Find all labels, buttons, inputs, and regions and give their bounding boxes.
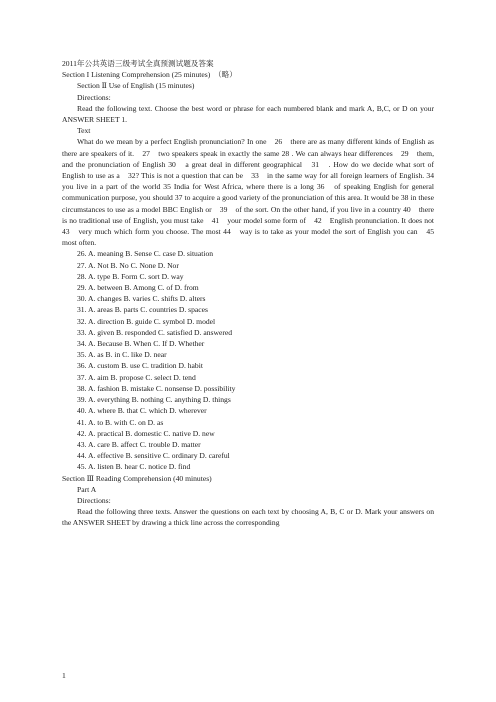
cloze-passage: What do we mean by a perfect English pronunciation? In one 26 there are as many different kinds of English as there are speakers of it. 27 two speakers speak in exactly the same 28 . We can always hear differences 29 them, and the pronunciation of English 30 a great deal in different geographical 31 . How do we decide what sort of English to use as a 32? This is not a question that can be 33 in the same way for all foreign learners of English. 34 you live in a part of the world 35 India for West Africa, where there is a long 36 of speaking English for general communication purpose, you should 37 to acquire a good variety of the pronunciation of this area. It would be 38 in these circumstances to use as a model BBC English or 39 of the sort. On the other hand, if you live in a country 40 there is no traditional use of English, you must take 41 your model some form of 42 English pronunciation. It does not 43 very much which form you choose. The most 44 way is to take as your model the sort of English you can 45 most often. xyxy=(62,137,442,248)
options-list xyxy=(62,248,434,472)
option-line: 29. A. between B. Among C. of D. from xyxy=(77,283,199,293)
section-2-directions-label: Directions: xyxy=(77,92,111,102)
page-number: 1 xyxy=(62,671,66,680)
section-3-directions-label: Directions: xyxy=(77,495,111,505)
section-2-heading: Section Ⅱ Use of English (15 minutes) xyxy=(77,81,195,91)
option-line: 33. A. given B. responded C. satisfied D. answered xyxy=(77,327,233,337)
option-line: 34. A. Because B. When C. If D. Whether xyxy=(77,339,205,349)
option-line: 30. A. changes B. varies C. shifts D. alters xyxy=(77,294,206,304)
section-3-heading: Section Ⅲ Reading Comprehension (40 minutes) xyxy=(62,473,212,483)
option-line: 37. A. aim B. propose C. select D. tend xyxy=(77,372,196,382)
option-line: 35. A. as B. in C. like D. near xyxy=(77,350,167,360)
document-title: 2011年公共英语三级考试全真预测试题及答案 xyxy=(62,59,214,68)
option-line: 36. A. custom B. use C. tradition D. habit xyxy=(77,361,203,371)
option-line: 38. A. fashion B. mistake C. nonsense D. possibility xyxy=(77,383,236,393)
option-line: 28. A. type B. Form C. sort D. way xyxy=(77,271,184,281)
option-line: 44. A. effective B. sensitive C. ordinary D. careful xyxy=(77,451,230,461)
option-line: 32. A. direction B. guide C. symbol D. model xyxy=(77,316,216,326)
option-line: 41. A. to B. with C. on D. as xyxy=(77,417,164,427)
option-line: 45. A. listen B. hear C. notice D. find xyxy=(77,462,191,472)
option-line: 43. A. care B. affect C. trouble D. matter xyxy=(77,439,201,449)
section-1-heading: Section I Listening Comprehension (25 minutes) （略） xyxy=(62,70,237,80)
option-line: 26. A. meaning B. Sense C. case D. situation xyxy=(77,249,214,259)
option-line: 39. A. everything B. nothing C. anything D. things xyxy=(77,395,231,405)
section-2-directions-text: Read the following text. Choose the best word or phrase for each numbered blank and mark A, B,C, or D on your ANSWER SHEET 1. xyxy=(62,103,434,125)
document-body xyxy=(62,58,442,529)
option-line: 40. A. where B. that C. which D. wherever xyxy=(77,406,207,416)
option-line: 27. A. Not B. No C. None D. Nor xyxy=(77,260,179,270)
option-line: 31. A. areas B. parts C. countries D. spaces xyxy=(77,305,208,315)
option-line: 42. A. practical B. domestic C. native D. new xyxy=(77,428,215,438)
part-a-label: Part A xyxy=(77,484,97,494)
text-label: Text xyxy=(77,126,91,136)
section-3-directions-text: Read the following three texts. Answer the questions on each text by choosing A, B, C or D. Mark your answers on the ANSWER SHEET by drawing a thick line across the corresponding xyxy=(62,507,434,528)
